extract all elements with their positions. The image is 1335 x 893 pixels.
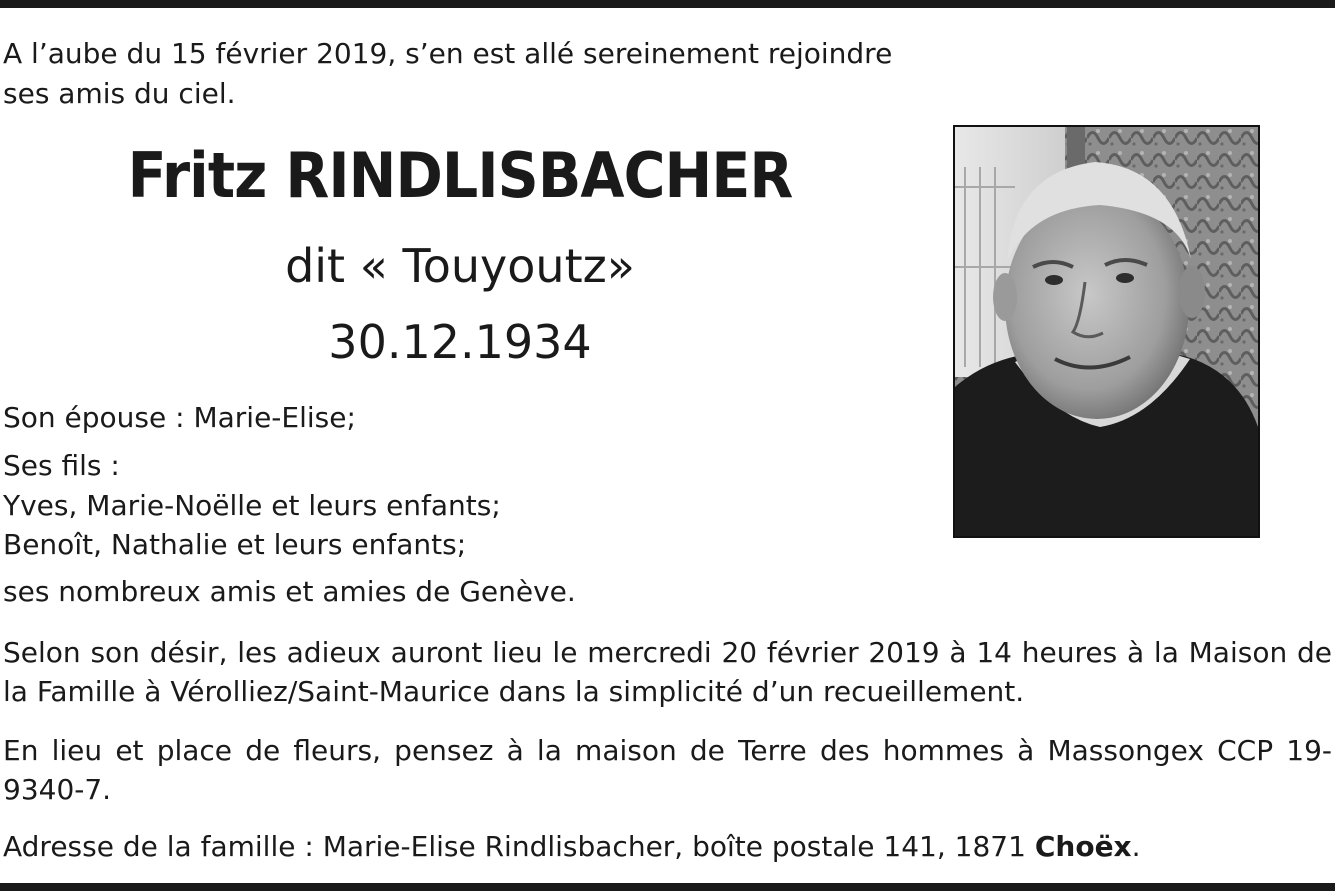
address-paragraph	[3, 827, 1332, 866]
ceremony-paragraph: Selon son désir, les adieux auront lieu le mercredi 20 février 2019 à 14 heures à la Maison de la Famille à Vérolliez/Saint-Maurice dans la simplicité d’un recueillement.	[3, 636, 1332, 708]
sons-label: Ses fils :	[3, 449, 120, 482]
son-line-1: Yves, Marie-Noëlle et leurs enfants;	[3, 489, 501, 522]
portrait-photo	[953, 125, 1260, 538]
intro-text: A l’aube du 15 février 2019, s’en est allé sereinement rejoindre ses amis du ciel.	[3, 37, 893, 110]
bottom-rule	[0, 883, 1335, 891]
family-list	[3, 398, 933, 612]
address-prefix: Adresse de la famille : Marie-Elise Rindlisbacher, boîte postale 141, 1871	[3, 830, 1035, 863]
address-town: Choëx	[1034, 830, 1132, 863]
donation-paragraph: En lieu et place de fleurs, pensez à la maison de Terre des hommes à Massongex CCP 19-9340-7.	[3, 734, 1332, 806]
address-suffix: .	[1131, 830, 1141, 863]
top-rule	[0, 0, 1335, 8]
spouse-line: Son épouse : Marie-Elise;	[3, 401, 356, 434]
birth-date: 30.12.1934	[328, 315, 592, 369]
friends-line: ses nombreux amis et amies de Genève.	[3, 575, 576, 608]
nickname: dit « Touyoutz»	[285, 239, 635, 293]
son-line-2: Benoît, Nathalie et leurs enfants;	[3, 528, 467, 561]
deceased-name: Fritz RINDLISBACHER	[127, 139, 793, 212]
